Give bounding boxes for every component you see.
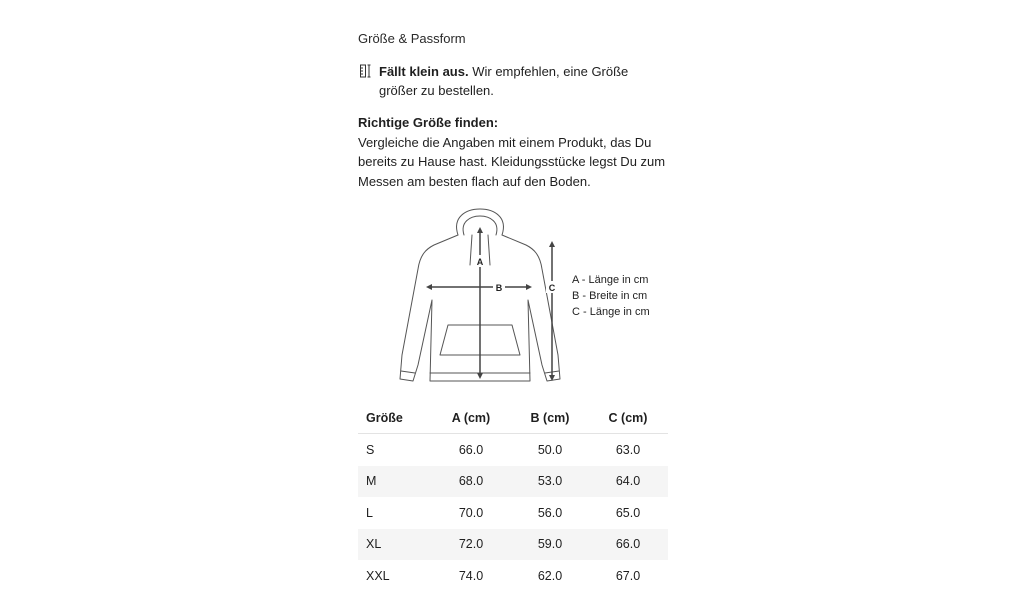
measure-b-arrow-right (526, 284, 532, 290)
find-size-heading: Richtige Größe finden: (358, 115, 499, 130)
cell-a: 70.0 (458, 505, 484, 520)
cell-b: 62.0 (537, 568, 563, 583)
cell-c: 65.0 (615, 505, 641, 520)
cell-a: 66.0 (458, 442, 484, 457)
measure-a-arrow-bottom (477, 373, 483, 379)
table-row (358, 497, 668, 529)
find-size-block (358, 113, 668, 191)
table-header-row (358, 403, 668, 434)
label-a: A (476, 257, 484, 267)
fit-note-bold: Fällt klein aus. (379, 64, 469, 79)
hoodie-measurement-diagram (358, 205, 668, 390)
label-b: B (495, 283, 503, 293)
header-c: C (cm) (588, 403, 668, 434)
measure-a-arrow-top (477, 227, 483, 233)
measure-b-arrow-left (426, 284, 432, 290)
cell-size: L (366, 505, 373, 520)
cell-b: 53.0 (512, 466, 588, 498)
size-table (358, 403, 668, 592)
cell-c: 66.0 (588, 529, 668, 561)
legend-c: C - Länge in cm (572, 306, 650, 318)
cell-c: 63.0 (615, 442, 641, 457)
cell-b: 56.0 (537, 505, 563, 520)
cell-b: 59.0 (512, 529, 588, 561)
header-b: B (cm) (512, 403, 588, 434)
label-c: C (548, 283, 556, 293)
header-a: A (cm) (430, 403, 512, 434)
cell-a: 74.0 (458, 568, 484, 583)
table-row (358, 434, 668, 466)
drawstring-left (470, 235, 472, 265)
find-size-body: Vergleiche die Angaben mit einem Produkt, das Du bereits zu Hause hast. Kleidungsstücke legst Du zum Messen am besten flach auf den Boden. (358, 134, 666, 189)
drawstring-right (488, 235, 490, 265)
ruler-icon (359, 64, 373, 78)
measurement-legend (572, 272, 650, 320)
fit-note-text (379, 62, 658, 100)
header-size: Größe (358, 403, 430, 434)
fit-note-recommendation: Wir empfehlen, eine Größe größer zu bestellen. (379, 64, 629, 98)
cell-size: S (366, 442, 375, 457)
table-row (358, 529, 668, 561)
cell-b: 50.0 (537, 442, 563, 457)
table-row (358, 466, 668, 498)
cell-c: 67.0 (615, 568, 641, 583)
legend-a: A - Länge in cm (572, 274, 649, 286)
cell-c: 64.0 (588, 466, 668, 498)
cell-a: 68.0 (430, 466, 512, 498)
section-title: Größe & Passform (358, 31, 466, 46)
left-cuff (401, 371, 415, 373)
cell-size: XL (358, 529, 430, 561)
cell-size: XXL (366, 568, 390, 583)
cell-a: 72.0 (430, 529, 512, 561)
fit-note (358, 62, 658, 100)
legend-b: B - Breite in cm (572, 290, 648, 302)
cell-size: M (358, 466, 430, 498)
hoodie-illustration (390, 205, 570, 387)
table-row (358, 560, 668, 592)
measure-c-arrow-top (549, 241, 555, 247)
